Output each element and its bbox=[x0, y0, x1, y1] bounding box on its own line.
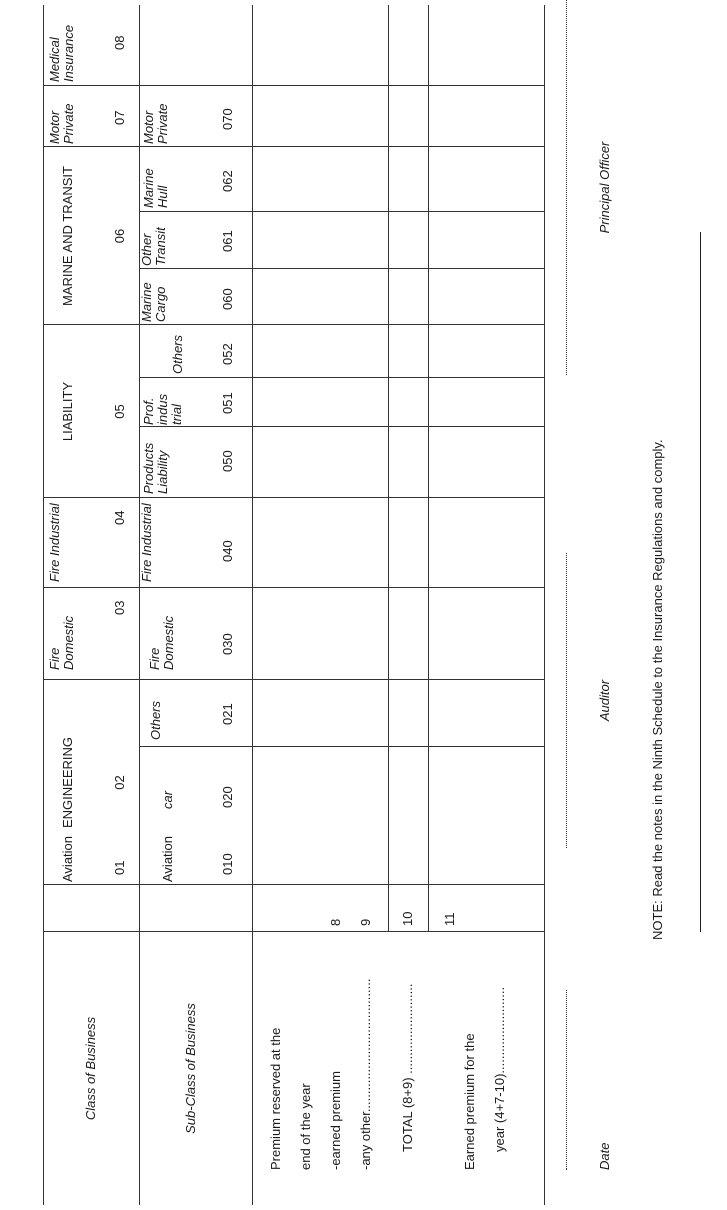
row-11-divider bbox=[428, 5, 429, 932]
subcol-050-051-divider bbox=[139, 426, 544, 427]
bottom-rule bbox=[700, 232, 701, 932]
date-signature-line bbox=[566, 990, 567, 1170]
subclass-prof-industrial-name: Prof. indus trial bbox=[141, 393, 184, 425]
row-number-8: 8 bbox=[328, 918, 343, 926]
col-label-divider bbox=[43, 931, 544, 932]
subclass-marine-hull-code: 062 bbox=[220, 170, 235, 192]
row-label-total: TOTAL (8+9) ......................... bbox=[400, 983, 415, 1152]
subclass-other-transit-code: 061 bbox=[220, 230, 235, 252]
class-motor-private-name: Motor Private bbox=[47, 103, 76, 144]
principal-officer-label: Principal Officer bbox=[597, 141, 612, 234]
date-label: Date bbox=[597, 1142, 612, 1170]
subclass-car-name: car bbox=[160, 790, 175, 810]
auditor-label: Auditor bbox=[597, 679, 612, 722]
subclass-other-transit-name: Other Transit bbox=[139, 227, 168, 266]
subclass-aviation-name: Aviation bbox=[160, 835, 175, 882]
auditor-signature-line bbox=[566, 553, 567, 848]
class-fire-domestic-name: Fire Domestic bbox=[47, 615, 76, 670]
row-label-any-other: -any other..................................... bbox=[358, 978, 373, 1170]
col-fire-domestic-divider bbox=[43, 587, 544, 588]
class-engineering-code: 02 bbox=[112, 775, 127, 790]
class-aviation-code: 01 bbox=[112, 860, 127, 875]
row-label-earned-for-year-1: Earned premium for the bbox=[462, 1033, 477, 1170]
subclass-motor-private-name: Motor Private bbox=[141, 103, 170, 144]
class-medical-insurance-code: 08 bbox=[112, 35, 127, 50]
subclass-fire-domestic-code: 030 bbox=[220, 633, 235, 655]
row-number-10: 10 bbox=[400, 911, 415, 926]
row-10-divider bbox=[388, 5, 389, 932]
row-number-9: 9 bbox=[358, 918, 373, 926]
class-fire-domestic-code: 03 bbox=[112, 600, 127, 615]
col-motor-divider bbox=[43, 85, 544, 86]
subcol-051-052-divider bbox=[139, 377, 544, 378]
subclass-car-code: 020 bbox=[220, 786, 235, 808]
row-label-premium-reserved-2: end of the year bbox=[298, 1083, 313, 1170]
subclass-marine-cargo-code: 060 bbox=[220, 288, 235, 310]
subclass-liability-others-name: Others bbox=[170, 334, 185, 374]
table-border-top bbox=[43, 5, 44, 1205]
subcol-060-061-divider bbox=[139, 268, 544, 269]
subclass-marine-hull-name: Marine Hull bbox=[141, 168, 170, 208]
subclass-liability-others-code: 052 bbox=[220, 343, 235, 365]
subclass-fire-industrial-name: Fire Industrial bbox=[139, 503, 154, 582]
class-motor-private-code: 07 bbox=[112, 110, 127, 125]
subclass-eng-others-name: Others bbox=[148, 700, 163, 740]
class-marine-transit-name: MARINE AND TRANSIT bbox=[60, 166, 75, 306]
code-row-divider bbox=[252, 5, 253, 1205]
subclass-eng-others-code: 021 bbox=[220, 703, 235, 725]
subclass-motor-private-code: 070 bbox=[220, 108, 235, 130]
subclass-fire-industrial-code: 040 bbox=[220, 540, 235, 562]
subcol-car-others-divider bbox=[139, 746, 544, 747]
subclass-of-business-label: Sub-Class of Business bbox=[183, 1003, 198, 1134]
subclass-fire-domestic-name: Fire Domestic bbox=[147, 615, 176, 670]
table-border-bottom bbox=[544, 5, 545, 1205]
class-marine-transit-code: 06 bbox=[112, 228, 127, 244]
row-label-earned-for-year-2: year (4+7-10)........................ bbox=[492, 986, 507, 1152]
row-label-premium-reserved-1: Premium reserved at the bbox=[268, 1027, 283, 1170]
class-liability-code: 05 bbox=[112, 404, 127, 419]
subclass-prof-industrial-code: 051 bbox=[220, 392, 235, 414]
subcol-061-062-divider bbox=[139, 211, 544, 212]
subclass-aviation-code: 010 bbox=[220, 853, 235, 875]
class-aviation-name: Aviation bbox=[60, 835, 75, 882]
subclass-products-liability-code: 050 bbox=[220, 450, 235, 472]
note-text: NOTE: Read the notes in the Ninth Schedule to the Insurance Regulations and comply. bbox=[650, 439, 665, 940]
class-of-business-label: Class of Business bbox=[83, 1016, 98, 1121]
row-number-11: 11 bbox=[442, 912, 457, 926]
header-divider bbox=[139, 5, 140, 1205]
class-fire-industrial-name: Fire Industrial bbox=[47, 503, 62, 582]
principal-officer-signature-line bbox=[566, 0, 567, 375]
subclass-products-liability-name: Products Liability bbox=[141, 442, 170, 494]
class-medical-insurance-name: Medical Insurance bbox=[47, 24, 76, 82]
row-label-earned-premium: -earned premium bbox=[328, 1071, 343, 1170]
class-engineering-name: ENGINEERING bbox=[60, 737, 75, 829]
subclass-marine-cargo-name: Marine Cargo bbox=[139, 282, 168, 322]
class-fire-industrial-code: 04 bbox=[112, 510, 127, 525]
class-liability-name: LIABILITY bbox=[60, 381, 75, 442]
